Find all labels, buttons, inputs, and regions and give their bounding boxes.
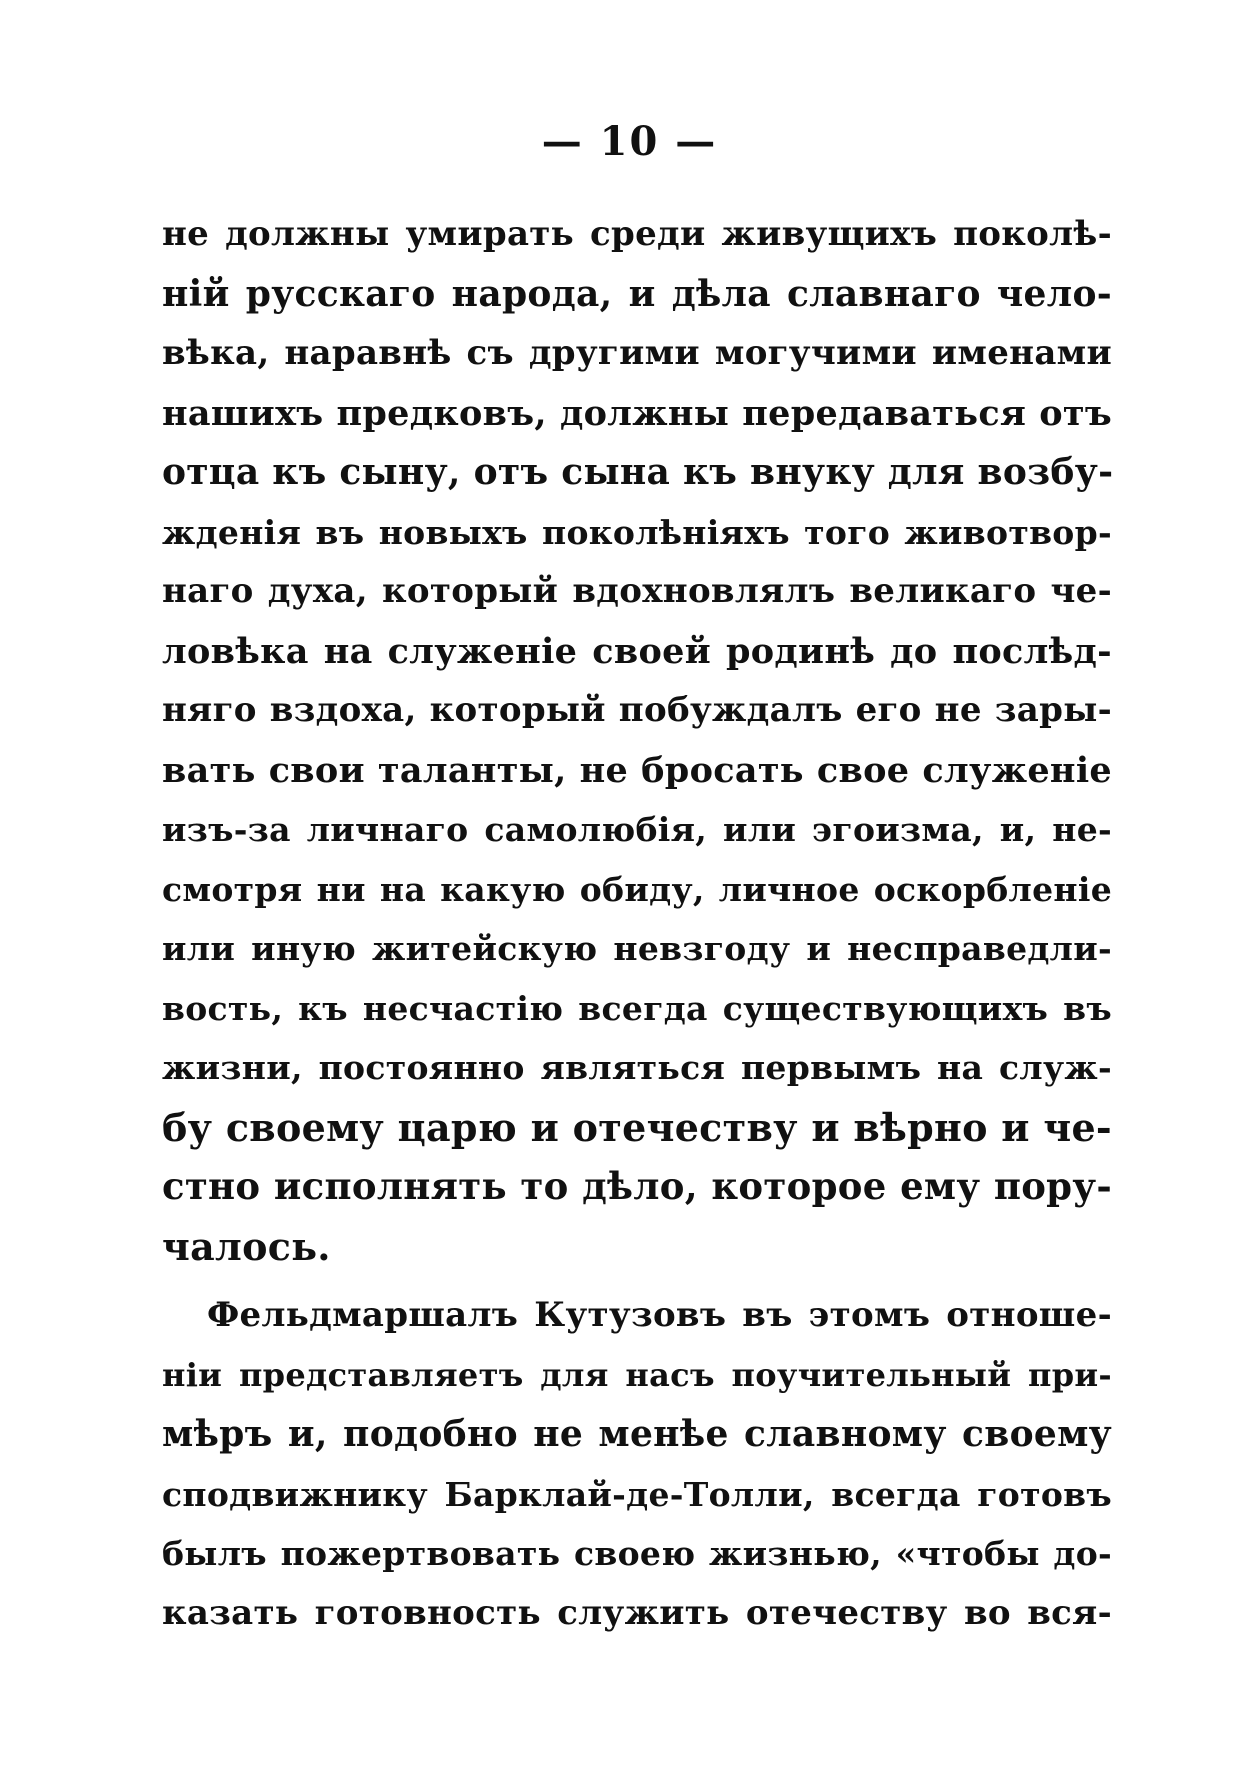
text-line: жизни, постоянно являться первымъ на служ- bbox=[162, 1048, 1112, 1087]
paragraph-2 bbox=[162, 1286, 1112, 1643]
text-line: не должны умирать среди живущихъ поколѣ- bbox=[162, 214, 1112, 254]
page-number: — 10 — bbox=[541, 118, 718, 165]
text-line: или иную житейскую невзгоду и несправедли- bbox=[162, 929, 1112, 968]
text-line: казать готовность служить отечеству во вся- bbox=[162, 1592, 1112, 1633]
text-line: вать свои таланты, не бросать свое служенiе bbox=[162, 749, 1112, 791]
text-line: чалось. bbox=[162, 1223, 331, 1269]
text-line: няго вздоха, который побуждалъ его не зары- bbox=[162, 690, 1112, 730]
text-line: сподвижнику Барклай-де-Толли, всегда готовъ bbox=[162, 1474, 1112, 1514]
text-line: нiи представляетъ для насъ поучительный при- bbox=[162, 1355, 1112, 1394]
body-text bbox=[162, 205, 1112, 1643]
text-line: смотря ни на какую обиду, личное оскорбленiе bbox=[162, 869, 1112, 909]
text-line: Фельдмаршалъ Кутузовъ въ этомъ отноше- bbox=[207, 1295, 1112, 1335]
text-line: бу своему царю и отечеству и вѣрно и че- bbox=[162, 1104, 1112, 1150]
text-line: жденiя въ новыхъ поколѣнiяхъ того животвор- bbox=[162, 512, 1112, 552]
text-line: вѣка, наравнѣ съ другими могучими именами bbox=[162, 333, 1112, 373]
text-line: нашихъ предковъ, должны передаваться отъ bbox=[162, 392, 1112, 434]
paragraph-1 bbox=[162, 205, 1112, 1276]
text-line: отца къ сыну, отъ сына къ внуку для возбу- bbox=[162, 451, 1114, 493]
text-line: нiй русскаго народа, и дѣла славнаго чело- bbox=[162, 272, 1112, 315]
text-line: наго духа, который вдохновлялъ великаго че- bbox=[162, 571, 1112, 611]
text-line: изъ-за личнаго самолюбiя, или эгоизма, и, не- bbox=[162, 810, 1112, 849]
text-line: вость, къ несчастiю всегда существующихъ въ bbox=[162, 988, 1112, 1028]
text-line: мѣръ и, подобно не менѣе славному своему bbox=[162, 1413, 1112, 1455]
text-line: ловѣка на служенiе своей родинѣ до послѣд- bbox=[162, 630, 1112, 672]
text-line: былъ пожертвовать своею жизнью, «чтобы до- bbox=[162, 1534, 1112, 1573]
paragraph-gap bbox=[162, 1276, 1112, 1286]
text-line: стно исполнять то дѣло, которое ему пору- bbox=[162, 1164, 1112, 1208]
